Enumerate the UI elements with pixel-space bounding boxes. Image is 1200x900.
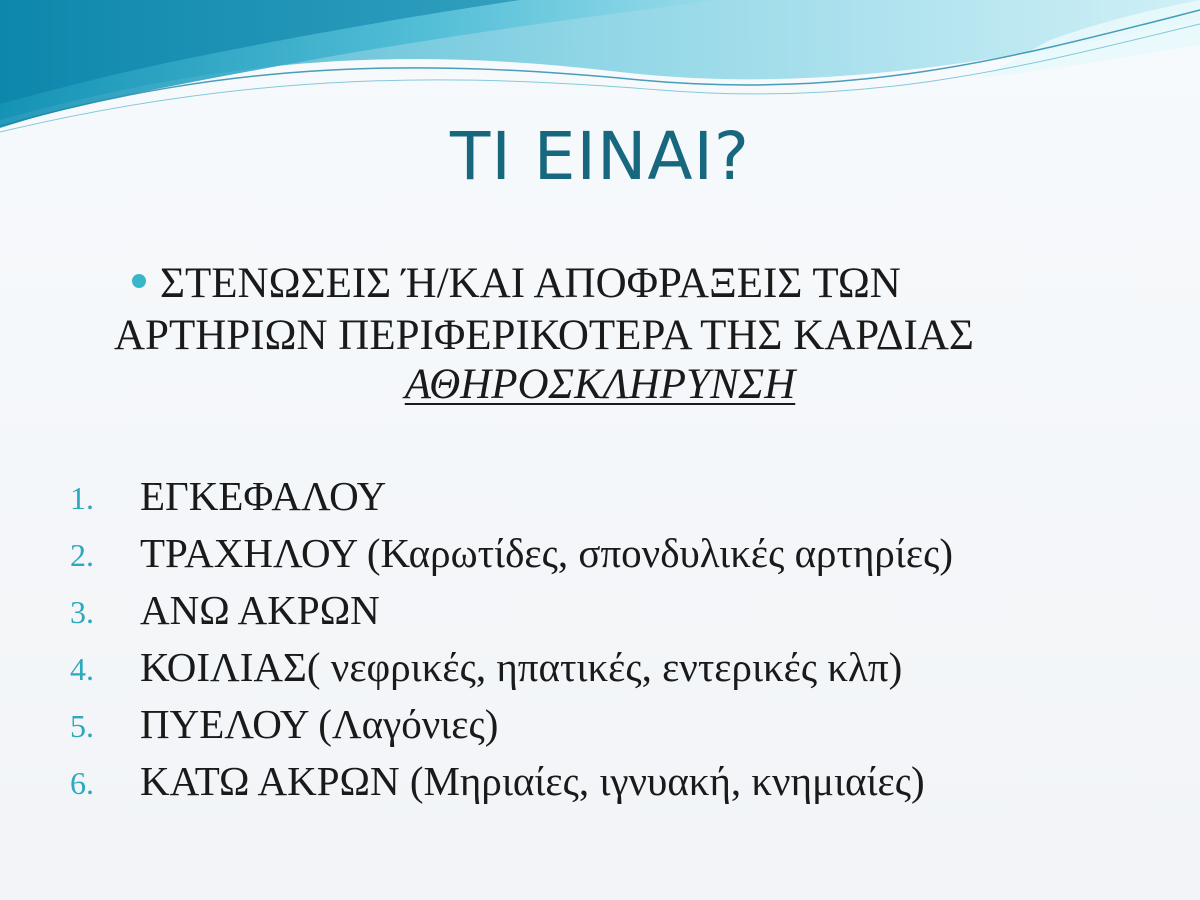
- list-number: 5.: [70, 708, 94, 744]
- list-item-text: ΚΑΤΩ ΑΚΡΩΝ (Μηριαίες, ιγνυακή, κνημιαίες): [140, 758, 925, 804]
- list-item: [70, 641, 1170, 698]
- list-number: 6.: [70, 765, 94, 801]
- list-item-text: ΕΓΚΕΦΑΛΟΥ: [140, 473, 387, 519]
- list-item-text: ΚΟΙΛΙΑΣ( νεφρικές, ηπατικές, εντερικές κλπ): [140, 644, 903, 690]
- list-number: 2.: [70, 537, 94, 573]
- bullet-text-line-1: ΣΤΕΝΩΣΕΙΣ Ή/ΚΑΙ ΑΠΟΦΡΑΞΕΙΣ ΤΩΝ: [160, 260, 901, 307]
- list-number: 1.: [70, 480, 94, 516]
- list-item: [70, 755, 1170, 812]
- bullet-text-line-2: ΑΡΤΗΡΙΩΝ ΠΕΡΙΦΕΡΙΚΟΤΕΡΑ ΤΗΣ ΚΑΡΔΙΑΣ: [114, 312, 974, 359]
- list-number: 3.: [70, 594, 94, 630]
- slide-title: ΤΙ ΕΙΝΑΙ?: [450, 118, 750, 195]
- bullet-dot-icon: [132, 274, 146, 288]
- subterm-heading: ΑΘΗΡΟΣΚΛΗΡΥΝΣΗ: [404, 361, 796, 408]
- list-item: [70, 470, 1170, 527]
- list-item-text: ΠΥΕΛΟΥ (Λαγόνιες): [140, 701, 499, 747]
- list-number: 4.: [70, 651, 94, 687]
- list-item: [70, 698, 1170, 755]
- list-item-text: ΑΝΩ ΑΚΡΩΝ: [140, 587, 380, 633]
- list-item-text: ΤΡΑΧΗΛΟΥ (Καρωτίδες, σπονδυλικές αρτηρίες): [140, 530, 954, 576]
- numbered-list: [70, 470, 1170, 812]
- list-item: [70, 527, 1170, 584]
- list-item: [70, 584, 1170, 641]
